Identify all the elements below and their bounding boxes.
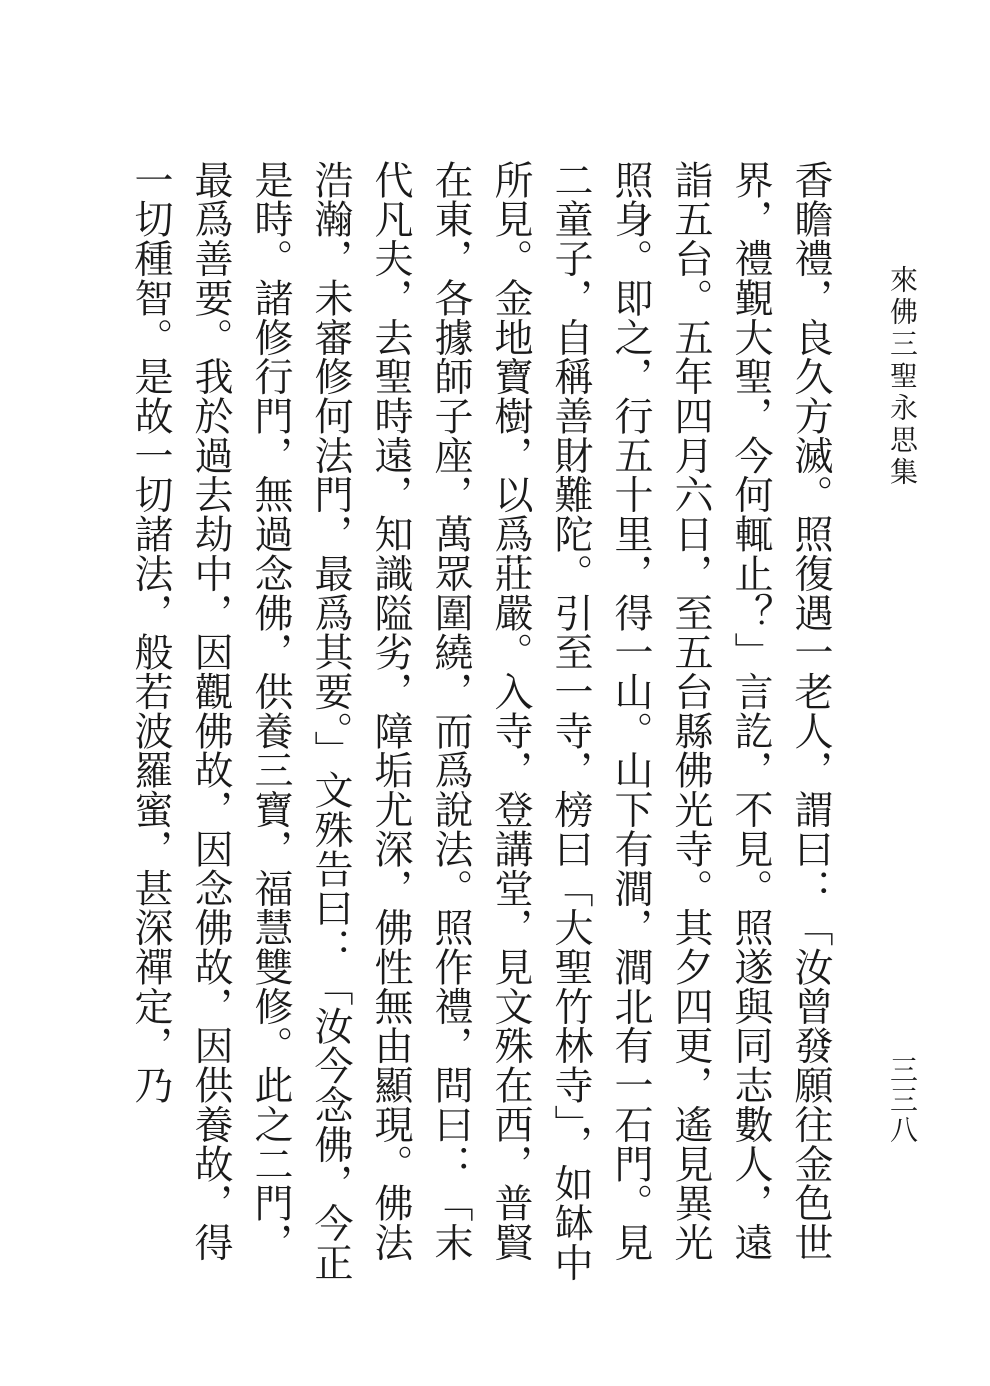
page-number: 三三八 [886,1055,919,1145]
running-header-title: 來佛三聖永思集 [886,265,919,489]
vertical-body-text: 香瞻禮，良久方滅。照復遇一老人，謂曰：「汝曾發願往金色世界，禮覲大聖，今何輒止？」言訖，不見。照遂與同志數人，遠詣五台。五年四月六日，至五台縣佛光寺。其夕四更，遙見異光照身。即之，行五十里，得一山。山下有澗，澗北有一石門。見二童子，自稱善財難陀。引至一寺，榜曰「大聖竹林寺」，如缽中所見。金地寶樹，以爲莊嚴。入寺，登講堂，見文殊在西，普賢在東，各據師子座，萬眾圍繞，而爲說法。照作禮，問曰：「末代凡夫，去聖時遠，知識隘劣，障垢尤深，佛性無由顯現。佛法浩瀚，未審修何法門，最爲其要。」文殊告曰：「汝今念佛，今正是時。諸修行門，無過念佛，供養三寶，福慧雙修。此之二門，最爲善要。我於過去劫中，因觀佛故，因念佛故，因供養故，得一切種智。是故一切諸法，般若波羅蜜，甚深禪定，乃 [128,160,833,1282]
